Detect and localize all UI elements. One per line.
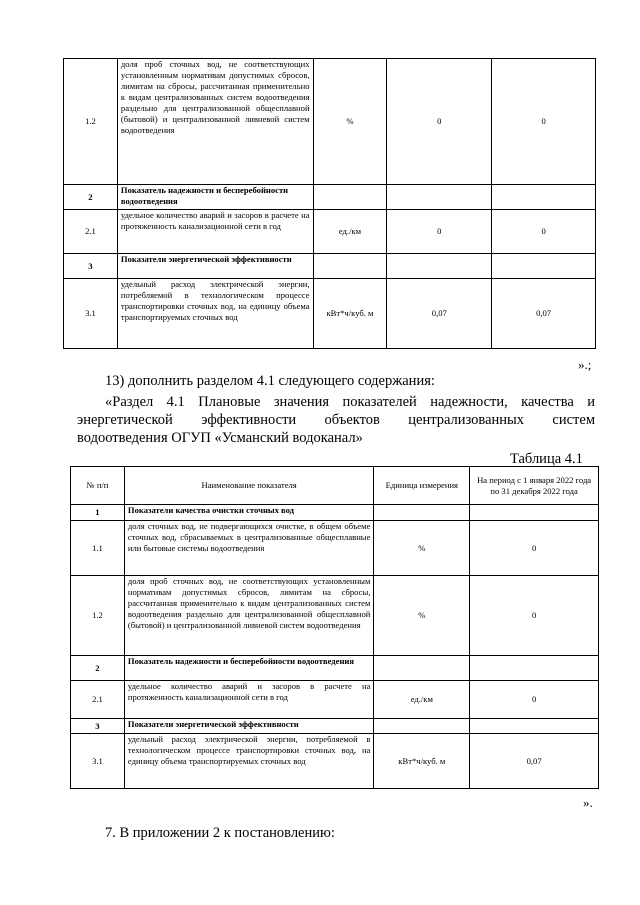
table2-cell-num: 1.2	[71, 576, 125, 656]
table1-cell-name: удельное количество аварий и засоров в расчете на протяженность канализационной сети в год	[117, 210, 313, 254]
table1-cell-v1	[387, 185, 492, 210]
table2-cell-num: 2	[71, 656, 125, 681]
table1-cell-unit: %	[313, 59, 387, 185]
table2-cell-num: 3	[71, 719, 125, 734]
table1-cell-num: 3	[64, 254, 118, 279]
section-title-line-2: энергетической эффективности объектов централизованных систем	[77, 412, 595, 428]
table2-cell-num: 1.1	[71, 521, 125, 576]
header-unit: Единица измерения	[374, 467, 470, 505]
table2-row	[71, 656, 599, 681]
table2-row	[71, 681, 599, 719]
table2-cell-num: 3.1	[71, 734, 125, 789]
table1-row	[64, 185, 596, 210]
table2-cell-unit: %	[374, 521, 470, 576]
table1-cell-v2: 0	[492, 210, 596, 254]
table2-cell-value: 0	[470, 576, 599, 656]
table1-cell-unit: кВт*ч/куб. м	[313, 279, 387, 349]
table2-cell-value: 0	[470, 521, 599, 576]
table1-cell-v2: 0,07	[492, 279, 596, 349]
table1-cell-v1: 0,07	[387, 279, 492, 349]
table2-cell-name: удельное количество аварий и засоров в расчете на протяженность канализационной сети в год	[124, 681, 374, 719]
table1-cell-name: Показатели энергетической эффективности	[117, 254, 313, 279]
table2-row	[71, 521, 599, 576]
table1-closing: ».;	[578, 357, 592, 372]
table2-cell-value	[470, 656, 599, 681]
table2-cell-value: 0	[470, 681, 599, 719]
table2-closing: ».	[583, 795, 593, 810]
table1-cell-num: 2	[64, 185, 118, 210]
table2-cell-unit: ед./км	[374, 681, 470, 719]
table1-row	[64, 254, 596, 279]
table2-cell-value	[470, 719, 599, 734]
table1-cell-v1	[387, 254, 492, 279]
table2-cell-unit	[374, 505, 470, 521]
table2-cell-unit	[374, 719, 470, 734]
table-caption: Таблица 4.1	[510, 451, 583, 467]
table1-cell-v1: 0	[387, 210, 492, 254]
table1-cell-num: 2.1	[64, 210, 118, 254]
table2-cell-unit: %	[374, 576, 470, 656]
header-period: На период с 1 января 2022 года по 31 декабря 2022 года	[470, 467, 599, 505]
table1-cell-unit	[313, 185, 387, 210]
paragraph-7: 7. В приложении 2 к постановлению:	[105, 825, 335, 841]
table-continuation	[63, 58, 596, 349]
table-4-1	[70, 466, 599, 789]
table2-cell-num: 2.1	[71, 681, 125, 719]
table1-cell-unit	[313, 254, 387, 279]
header-name: Наименование показателя	[124, 467, 374, 505]
table2-cell-unit	[374, 656, 470, 681]
table2-cell-value	[470, 505, 599, 521]
table1-cell-v2: 0	[492, 59, 596, 185]
table2-row	[71, 734, 599, 789]
table1-row	[64, 59, 596, 185]
table1-row	[64, 279, 596, 349]
table1-cell-num: 1.2	[64, 59, 118, 185]
section-title-line-3: водоотведения ОГУП «Усманский водоканал»	[77, 430, 363, 446]
table2-cell-value: 0,07	[470, 734, 599, 789]
table1-cell-v2	[492, 254, 596, 279]
table1-cell-name: доля проб сточных вод, не соответствующих установленным нормативам допустимых сбросов, лимитам на сбросы, рассчитанная применительно к видам централизованных систем водоотведения раздельно для централизованной общесплавной (бытовой) и централизованной ливневой систем водоотведения	[117, 59, 313, 185]
table2-row	[71, 505, 599, 521]
table1-cell-name: удельный расход электрической энергии, потребляемой в технологическом процессе транспортировки сточных вод, на единицу объема транспортируемых сточных вод	[117, 279, 313, 349]
table1-row	[64, 210, 596, 254]
table1-cell-name: Показатель надежности и бесперебойности водоотведения	[117, 185, 313, 210]
table2-cell-name: доля проб сточных вод, не соответствующих установленным нормативам допустимых сбросов, лимитам на сбросы, рассчитанная применительно к видам централизованных систем водоотведения раздельно для централизованной общесплавной (бытовой) и централизованной ливневой систем водоотведения	[124, 576, 374, 656]
header-num: № п/п	[71, 467, 125, 505]
table2-cell-name: Показатель надежности и бесперебойности водоотведения	[124, 656, 374, 681]
table2-cell-name: Показатели энергетической эффективности	[124, 719, 374, 734]
table2-cell-name: доля сточных вод, не подвергающихся очистке, в общем объеме сточных вод, сбрасываемых в централизованные общесплавные или бытовые системы водоотведения	[124, 521, 374, 576]
section-title-line-1: «Раздел 4.1 Плановые значения показателей надежности, качества и	[105, 394, 595, 410]
table2-row	[71, 719, 599, 734]
table2-cell-name: удельный расход электрической энергии, потребляемой в технологическом процессе транспортировки сточных вод, на единицу объема транспортируемых сточных вод	[124, 734, 374, 789]
table1-cell-num: 3.1	[64, 279, 118, 349]
table2-cell-name: Показатели качества очистки сточных вод	[124, 505, 374, 521]
table2-cell-num: 1	[71, 505, 125, 521]
table1-cell-unit: ед./км	[313, 210, 387, 254]
table1-cell-v1: 0	[387, 59, 492, 185]
paragraph-13: 13) дополнить разделом 4.1 следующего содержания:	[105, 373, 435, 389]
table2-row	[71, 576, 599, 656]
table1-cell-v2	[492, 185, 596, 210]
table2-cell-unit: кВт*ч/куб. м	[374, 734, 470, 789]
